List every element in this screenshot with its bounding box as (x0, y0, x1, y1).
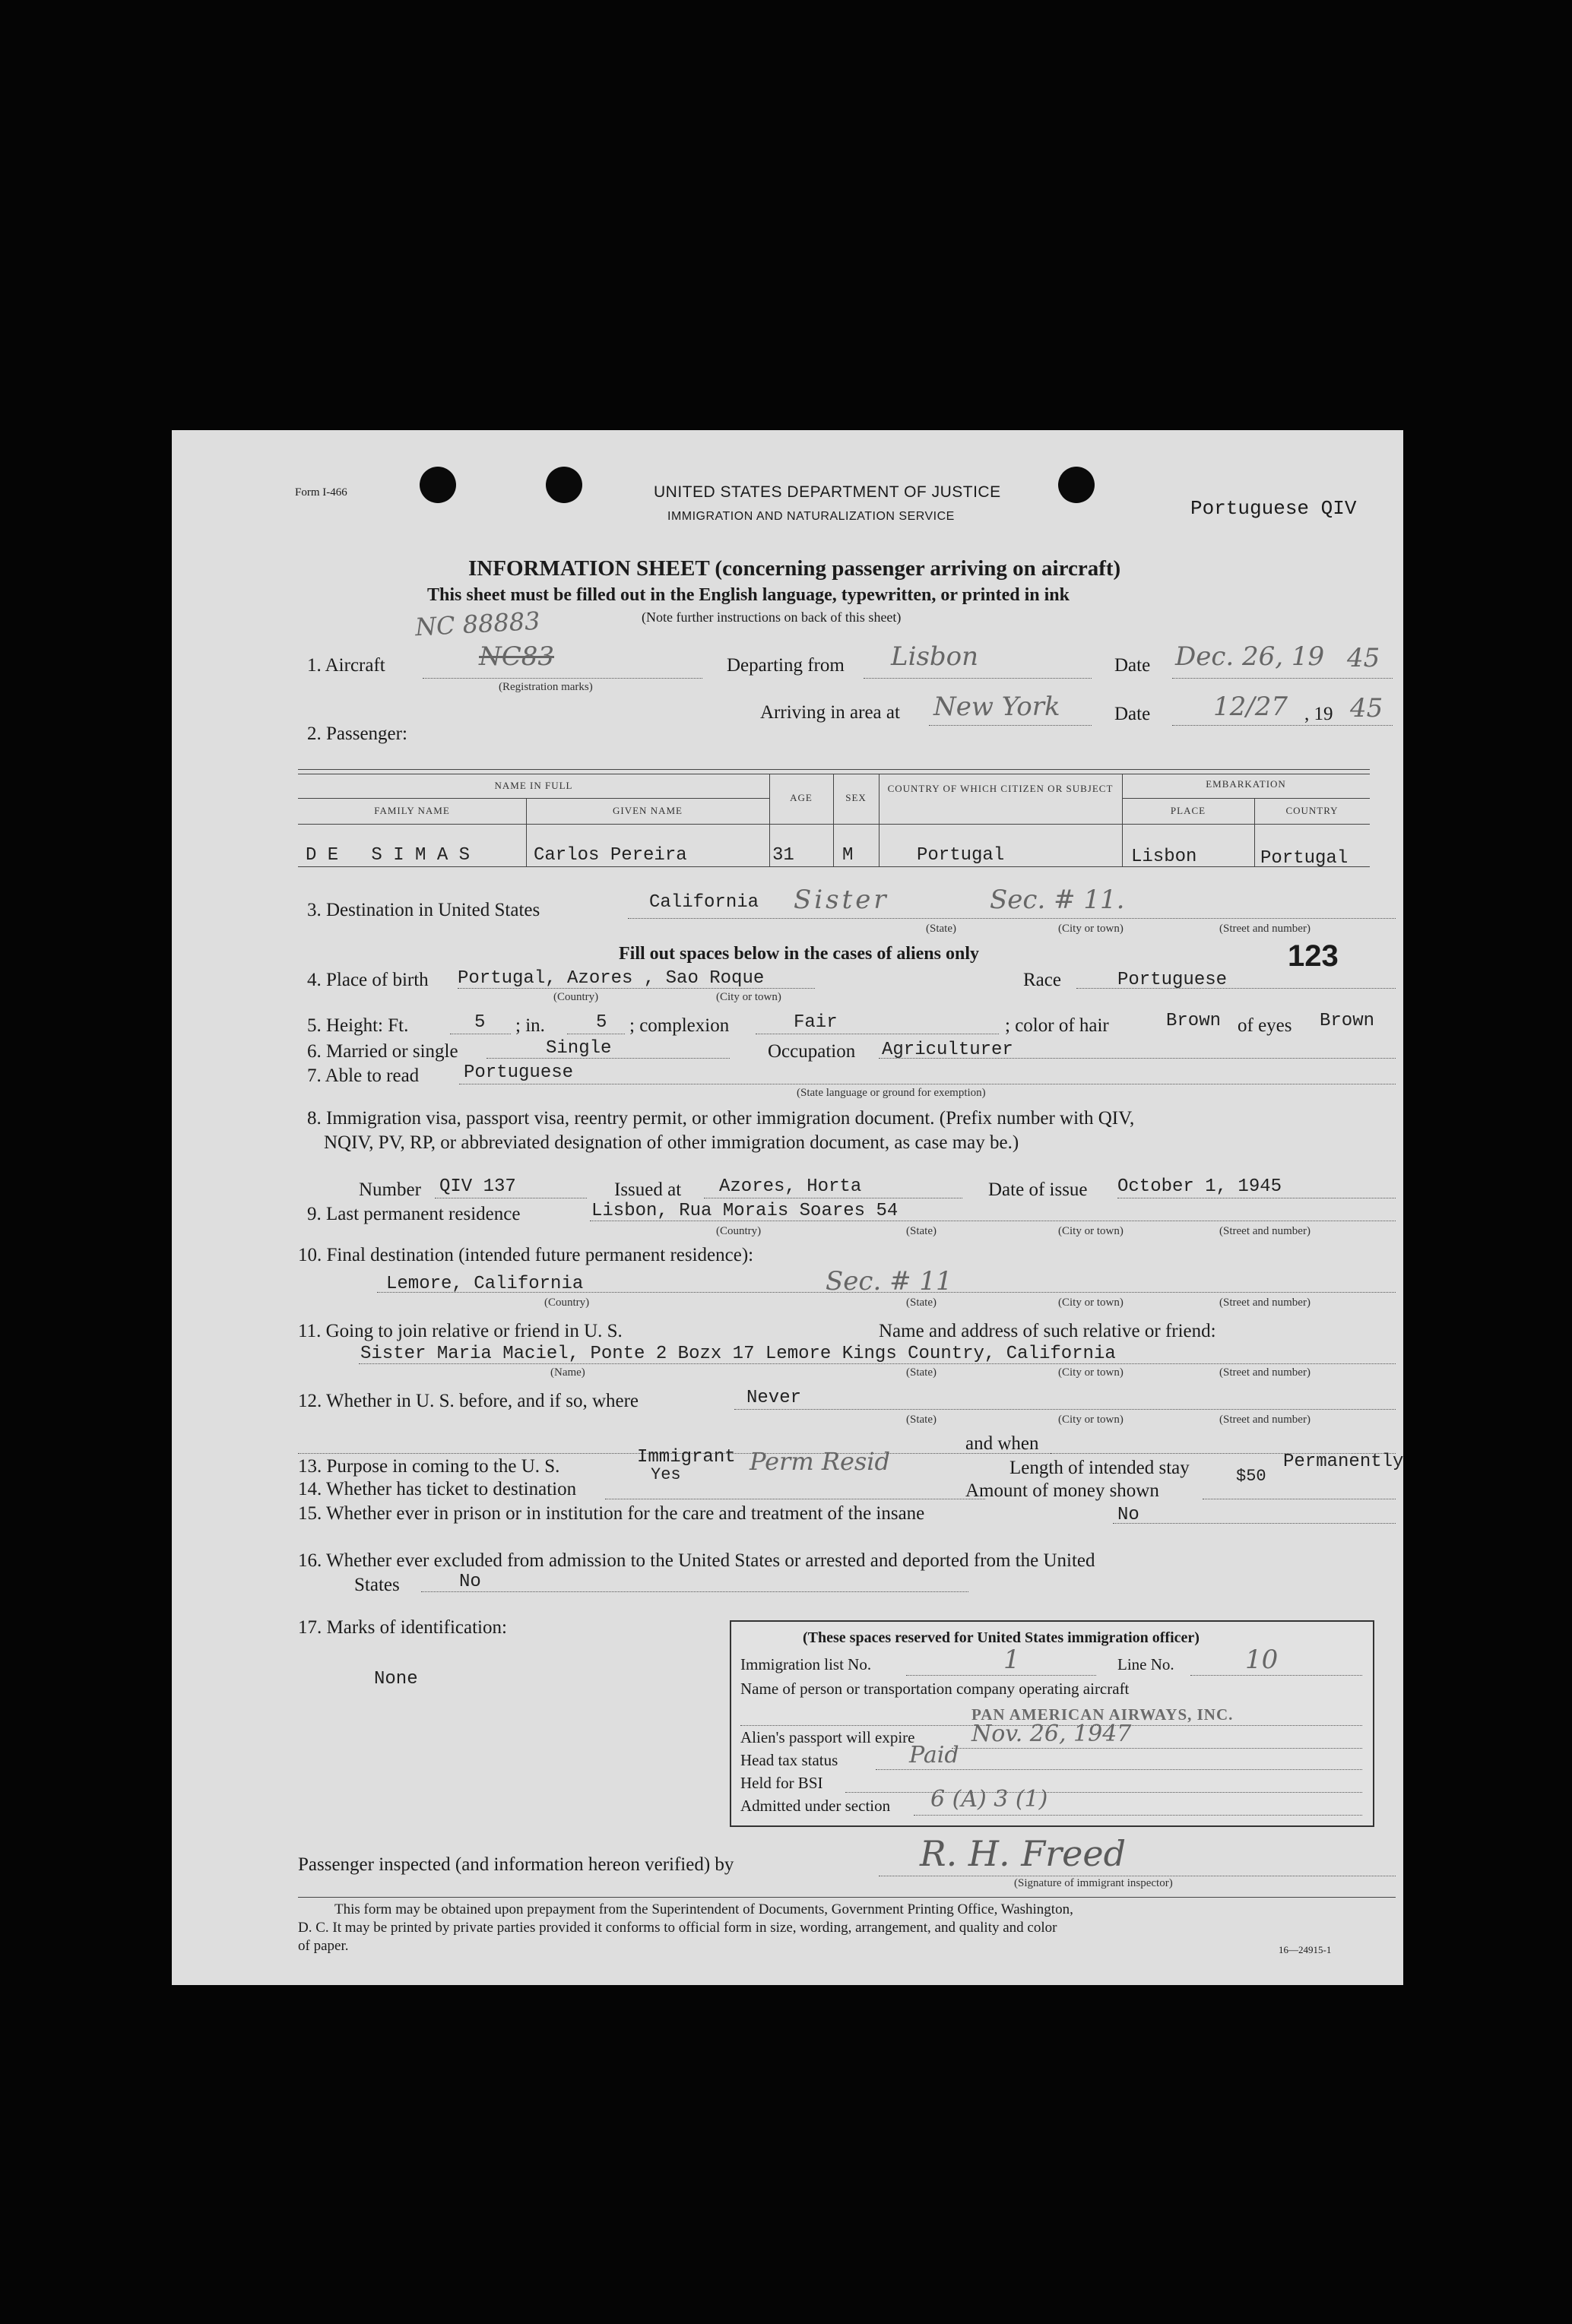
embark-country-value: Portugal (1260, 848, 1349, 869)
caption-street: (Street and number) (1219, 1414, 1311, 1426)
issued-value: Azores, Horta (719, 1176, 862, 1197)
eyes-value: Brown (1320, 1011, 1375, 1031)
aircraft-label: 1. Aircraft (307, 655, 385, 676)
form-instruction: This sheet must be filled out in the English language, typewritten, or printed in ink (427, 585, 1070, 605)
punch-hole (546, 467, 582, 503)
birth-label: 4. Place of birth (307, 970, 429, 990)
registration-caption: (Registration marks) (499, 681, 593, 693)
destination-state: California (649, 892, 759, 913)
hair-label: ; color of hair (1005, 1015, 1109, 1036)
caption-city: (City or town) (1058, 1414, 1124, 1426)
passport-expire-value: Nov. 26, 1947 (971, 1721, 1132, 1747)
given-name-value: Carlos Pereira (534, 845, 687, 866)
family-name-value: D E S I M A S (306, 845, 471, 866)
embark-place-value: Lisbon (1131, 847, 1197, 867)
marks-value: None (374, 1669, 418, 1689)
issue-date-label: Date of issue (988, 1179, 1088, 1200)
footer-text-1: This form may be obtained upon prepayment from the Superintendent of Documents, Government Printing Office, Washington, (334, 1901, 1073, 1917)
destination-hand-2: Sec. # 11. (990, 885, 1125, 915)
excluded-value: No (459, 1572, 481, 1592)
issued-label: Issued at (614, 1179, 682, 1200)
prison-label: 15. Whether ever in prison or in institution for the care and treatment of the insane (298, 1503, 925, 1524)
footer-text-3: of paper. (298, 1938, 349, 1954)
sex-header: SEX (845, 792, 867, 803)
form-code: 16—24915-1 (1279, 1944, 1332, 1955)
visa-class-stamp: Portuguese QIV (1190, 497, 1357, 520)
operator-label: Name of person or transportation company operating aircraft (740, 1680, 1130, 1698)
purpose-value: Immigrant (637, 1447, 736, 1468)
caption-country: (Country) (716, 1225, 762, 1237)
when-label: and when (965, 1433, 1039, 1454)
punch-hole (1058, 467, 1095, 503)
caption-city: (City or town) (716, 991, 781, 1003)
aliens-heading: Fill out spaces below in the cases of aliens only (619, 944, 980, 964)
aircraft-registration-hand: NC 88883 (414, 606, 541, 642)
citizen-value: Portugal (917, 845, 1005, 866)
length-value: Permanently (1283, 1452, 1404, 1472)
caption-city: (City or town) (1058, 1225, 1124, 1237)
ticket-value: Yes (651, 1465, 681, 1484)
passport-expire-label: Alien's passport will expire (740, 1728, 915, 1746)
marks-label: 17. Marks of identification: (298, 1617, 507, 1638)
married-label: 6. Married or single (307, 1041, 458, 1062)
caption-state: (State) (926, 923, 956, 935)
birth-value: Portugal, Azores , Sao Roque (458, 968, 765, 989)
occupation-value: Agriculturer (882, 1040, 1013, 1060)
join-name-label: Name and address of such relative or friend: (879, 1321, 1216, 1341)
held-for-bsi-label: Held for BSI (740, 1774, 823, 1792)
hair-value: Brown (1166, 1011, 1222, 1031)
caption-city: (City or town) (1058, 923, 1124, 935)
complexion-value: Fair (794, 1012, 838, 1033)
name-in-full-header: NAME IN FULL (494, 780, 573, 791)
stamp-number: 123 (1288, 939, 1339, 973)
departing-label: Departing from (727, 655, 845, 676)
height-in: 5 (596, 1012, 607, 1033)
caption-street: (Street and number) (1219, 923, 1311, 935)
residence-value: Lisbon, Rua Morais Soares 54 (591, 1201, 899, 1221)
admitted-section-label: Admitted under section (740, 1797, 891, 1815)
caption-street: (Street and number) (1219, 1297, 1311, 1309)
excluded-line-1: 16. Whether ever excluded from admission to the United States or arrested and deported from the United (298, 1550, 1095, 1571)
married-value: Single (546, 1038, 612, 1059)
excluded-line-2: States (354, 1575, 400, 1595)
arrival-year-prefix: , 19 (1304, 704, 1333, 724)
head-tax-value: Paid (909, 1742, 959, 1768)
family-name-header: FAMILY NAME (374, 805, 450, 816)
departure-date: Dec. 26, 19 (1175, 641, 1325, 672)
purpose-label: 13. Purpose in coming to the U. S. (298, 1456, 560, 1477)
ticket-label: 14. Whether has ticket to destination (298, 1479, 577, 1499)
visa-number: QIV 137 (439, 1176, 516, 1197)
destination-label: 3. Destination in United States (307, 900, 540, 920)
arrival-date: 12/27 (1213, 692, 1288, 722)
prison-value: No (1117, 1505, 1139, 1525)
citizen-header: COUNTRY OF WHICH CITIZEN OR SUBJECT (887, 783, 1114, 794)
given-name-header: GIVEN NAME (613, 805, 683, 816)
before-label: 12. Whether in U. S. before, and if so, where (298, 1391, 639, 1411)
issue-date: October 1, 1945 (1117, 1176, 1282, 1197)
departure-date-label: Date (1114, 655, 1151, 676)
visa-line-2: NQIV, PV, RP, or abbreviated designation of other immigration document, as case may be.) (324, 1132, 1019, 1153)
arriving-value: New York (933, 692, 1060, 722)
caption-street: (Street and number) (1219, 1225, 1311, 1237)
before-value: Never (746, 1388, 802, 1408)
line-number-label: Line No. (1117, 1655, 1174, 1673)
line-number-value: 10 (1245, 1645, 1279, 1675)
purpose-hand: Perm Resid (750, 1447, 891, 1476)
immigration-officer-box (730, 1620, 1374, 1827)
place-header: PLACE (1170, 805, 1206, 816)
final-destination-hand: Sec. # 11 (826, 1266, 952, 1297)
inspected-label: Passenger inspected (and information hereon verified) by (298, 1854, 734, 1875)
caption-state: (State) (906, 1297, 937, 1309)
age-value: 31 (772, 845, 794, 866)
caption-street: (Street and number) (1219, 1366, 1311, 1379)
caption-city: (City or town) (1058, 1297, 1124, 1309)
country-header: COUNTRY (1285, 805, 1339, 816)
passenger-label: 2. Passenger: (307, 723, 407, 744)
departure-year: 45 (1347, 643, 1380, 673)
length-label: Length of intended stay (1009, 1458, 1190, 1478)
arrival-year: 45 (1350, 693, 1383, 723)
form-sheet (172, 430, 1403, 1985)
join-label: 11. Going to join relative or friend in U. S. (298, 1321, 623, 1341)
aircraft-registration-struck: NC83 (479, 641, 555, 672)
eyes-label: of eyes (1238, 1015, 1292, 1036)
caption-name: (Name) (550, 1366, 585, 1379)
destination-hand: Sister (794, 885, 889, 915)
admitted-section-value: 6 (A) 3 (1) (930, 1786, 1048, 1813)
height-ft: 5 (474, 1012, 486, 1033)
read-value: Portuguese (464, 1062, 574, 1083)
visa-line-1: 8. Immigration visa, passport visa, reentry permit, or other immigration document. (Prefix number with QIV, (307, 1108, 1135, 1129)
height-label: 5. Height: Ft. (307, 1015, 409, 1036)
join-value: Sister Maria Maciel, Ponte 2 Bozx 17 Lemore Kings Country, California (360, 1344, 1116, 1364)
departing-value: Lisbon (891, 641, 979, 672)
head-tax-label: Head tax status (740, 1751, 838, 1769)
form-title: INFORMATION SHEET (concerning passenger arriving on aircraft) (468, 556, 1121, 581)
read-caption: (State language or ground for exemption) (797, 1087, 986, 1099)
service-name: IMMIGRATION AND NATURALIZATION SERVICE (667, 510, 955, 523)
read-label: 7. Able to read (307, 1065, 420, 1086)
department-name: UNITED STATES DEPARTMENT OF JUSTICE (654, 483, 1001, 501)
punch-hole (420, 467, 456, 503)
residence-label: 9. Last permanent residence (307, 1204, 521, 1224)
money-label: Amount of money shown (965, 1480, 1159, 1501)
caption-state: (State) (906, 1225, 937, 1237)
embarkation-header: EMBARKATION (1206, 778, 1286, 790)
final-destination-label: 10. Final destination (intended future permanent residence): (298, 1245, 754, 1265)
officer-box-title: (These spaces reserved for United States immigration officer) (803, 1629, 1200, 1646)
caption-state: (State) (906, 1366, 937, 1379)
form-number: Form I-466 (295, 486, 347, 499)
signature-caption: (Signature of immigrant inspector) (1014, 1877, 1173, 1889)
age-header: AGE (790, 792, 813, 803)
caption-country: (Country) (553, 991, 599, 1003)
form-note: (Note further instructions on back of this sheet) (642, 609, 902, 625)
immigration-list-value: 1 (1003, 1645, 1020, 1675)
inches-label: ; in. (515, 1015, 545, 1036)
occupation-label: Occupation (768, 1041, 856, 1062)
arrival-date-label: Date (1114, 704, 1151, 724)
visa-number-label: Number (359, 1179, 421, 1200)
caption-state: (State) (906, 1414, 937, 1426)
race-value: Portuguese (1117, 970, 1228, 990)
footer-text-2: D. C. It may be printed by private parties provided it conforms to official form in size, wording, arrangement, and quality and color (298, 1920, 1057, 1936)
immigration-list-label: Immigration list No. (740, 1655, 872, 1673)
money-value: $50 (1236, 1467, 1266, 1486)
inspector-signature: R. H. Freed (920, 1833, 1127, 1874)
sex-value: M (842, 845, 854, 866)
complexion-label: ; complexion (629, 1015, 730, 1036)
operator-stamp: PAN AMERICAN AIRWAYS, INC. (971, 1705, 1234, 1724)
caption-country: (Country) (544, 1297, 590, 1309)
caption-city: (City or town) (1058, 1366, 1124, 1379)
final-destination-value: Lemore, California (386, 1274, 584, 1294)
race-label: Race (1023, 970, 1061, 990)
arriving-label: Arriving in area at (760, 702, 900, 723)
